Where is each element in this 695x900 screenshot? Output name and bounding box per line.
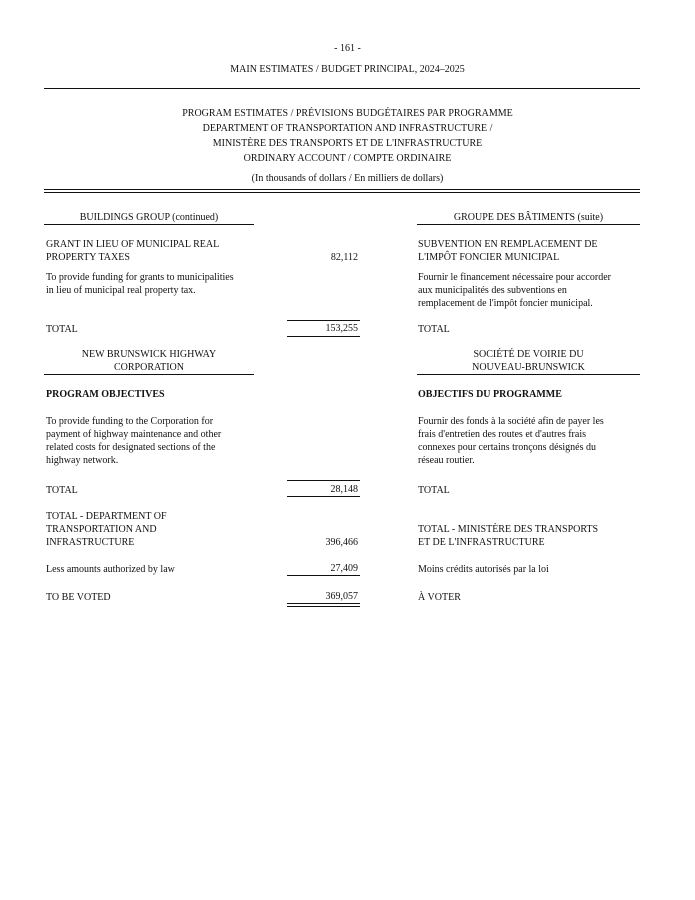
grant-title-en-2: PROPERTY TAXES xyxy=(46,252,130,263)
nbhc-total-label-fr: TOTAL xyxy=(418,485,450,496)
page-number: - 161 - xyxy=(334,43,361,54)
dept-total-fr-1: TOTAL - MINISTÈRE DES TRANSPORTS xyxy=(418,524,599,535)
to-be-voted-rule-1 xyxy=(287,603,360,604)
nbhc-desc-fr-2: frais d'entretien des routes et d'autres frais xyxy=(418,429,586,440)
nbhc-desc-en-2: payment of highway maintenance and other xyxy=(46,429,222,440)
nbhc-desc-fr-4: réseau routier. xyxy=(418,455,475,466)
header-line-3: MINISTÈRE DES TRANSPORTS ET DE L'INFRASTRUCTURE xyxy=(212,138,483,149)
less-authorized-en: Less amounts authorized by law xyxy=(46,564,175,575)
buildings-heading-en: BUILDINGS GROUP (continued) xyxy=(79,212,219,223)
grant-desc-fr-2: aux municipalités des subventions en xyxy=(418,285,567,296)
grant-desc-en-2: in lieu of municipal real property tax. xyxy=(46,285,196,296)
nbhc-desc-fr-3: connexes pour certains tronçons désignés du xyxy=(418,442,597,453)
dept-total-fr-2: ET DE L'INFRASTRUCTURE xyxy=(418,537,545,548)
buildings-heading-en-rule xyxy=(44,224,254,225)
nbhc-heading-en-rule xyxy=(44,374,254,375)
grant-title-fr-1: SUBVENTION EN REMPLACEMENT DE xyxy=(418,239,598,250)
nbhc-desc-en-1: To provide funding to the Corporation for xyxy=(46,416,214,427)
objectives-heading-en: PROGRAM OBJECTIVES xyxy=(46,389,165,400)
units-note: (In thousands of dollars / En milliers de dollars) xyxy=(251,173,444,184)
running-title: MAIN ESTIMATES / BUDGET PRINCIPAL, 2024–2025 xyxy=(230,64,465,75)
header-line-4: ORDINARY ACCOUNT / COMPTE ORDINAIRE xyxy=(243,153,452,164)
nbhc-total-rule-top xyxy=(287,480,360,481)
grant-title-en-1: GRANT IN LIEU OF MUNICIPAL REAL xyxy=(46,239,220,250)
less-authorized-fr: Moins crédits autorisés par la loi xyxy=(418,564,549,575)
buildings-total-rule-top xyxy=(287,320,360,321)
header-rule-top xyxy=(44,88,640,89)
dept-total-en-1: TOTAL - DEPARTMENT OF xyxy=(46,511,167,522)
grant-desc-en-1: To provide funding for grants to municipalities xyxy=(46,272,234,283)
to-be-voted-fr: À VOTER xyxy=(418,592,461,603)
less-authorized-rule xyxy=(287,575,360,576)
nbhc-heading-en-1: NEW BRUNSWICK HIGHWAY xyxy=(81,349,217,360)
grant-desc-fr-1: Fournir le financement nécessaire pour accorder xyxy=(418,272,611,283)
header-rule-double-1 xyxy=(44,189,640,190)
header-line-2: DEPARTMENT OF TRANSPORTATION AND INFRASTRUCTURE / xyxy=(202,123,493,134)
nbhc-heading-fr-2: NOUVEAU-BRUNSWICK xyxy=(472,362,585,373)
nbhc-total-amount: 28,148 xyxy=(330,484,358,495)
dept-total-en-2: TRANSPORTATION AND xyxy=(46,524,157,535)
nbhc-total-label-en: TOTAL xyxy=(46,485,78,496)
nbhc-heading-fr-1: SOCIÉTÉ DE VOIRIE DU xyxy=(473,349,584,360)
to-be-voted-amount: 369,057 xyxy=(325,591,358,602)
nbhc-desc-en-4: highway network. xyxy=(46,455,119,466)
grant-amount: 82,112 xyxy=(330,252,358,263)
nbhc-heading-fr-rule xyxy=(417,374,640,375)
nbhc-desc-fr-1: Fournir des fonds à la société afin de payer les xyxy=(418,416,604,427)
grant-title-fr-2: L'IMPÔT FONCIER MUNICIPAL xyxy=(418,252,560,263)
less-authorized-amount: 27,409 xyxy=(330,563,358,574)
buildings-total-label-en: TOTAL xyxy=(46,324,78,335)
buildings-total-label-fr: TOTAL xyxy=(418,324,450,335)
grant-desc-fr-3: remplacement de l'impôt foncier municipal. xyxy=(418,298,593,309)
buildings-heading-fr: GROUPE DES BÂTIMENTS (suite) xyxy=(453,212,604,223)
buildings-heading-fr-rule xyxy=(417,224,640,225)
nbhc-heading-en-2: CORPORATION xyxy=(113,362,184,373)
buildings-total-amount: 153,255 xyxy=(325,323,358,334)
header-rule-double-2 xyxy=(44,192,640,193)
dept-total-amount: 396,466 xyxy=(325,537,358,548)
header-line-1: PROGRAM ESTIMATES / PRÉVISIONS BUDGÉTAIRES PAR PROGRAMME xyxy=(182,108,513,119)
nbhc-desc-en-3: related costs for designated sections of the xyxy=(46,442,216,453)
dept-total-en-3: INFRASTRUCTURE xyxy=(46,537,135,548)
to-be-voted-en: TO BE VOTED xyxy=(46,592,111,603)
objectives-heading-fr: OBJECTIFS DU PROGRAMME xyxy=(418,389,562,400)
buildings-total-rule-bottom xyxy=(287,336,360,337)
nbhc-total-rule-bottom xyxy=(287,496,360,497)
to-be-voted-rule-2 xyxy=(287,606,360,607)
